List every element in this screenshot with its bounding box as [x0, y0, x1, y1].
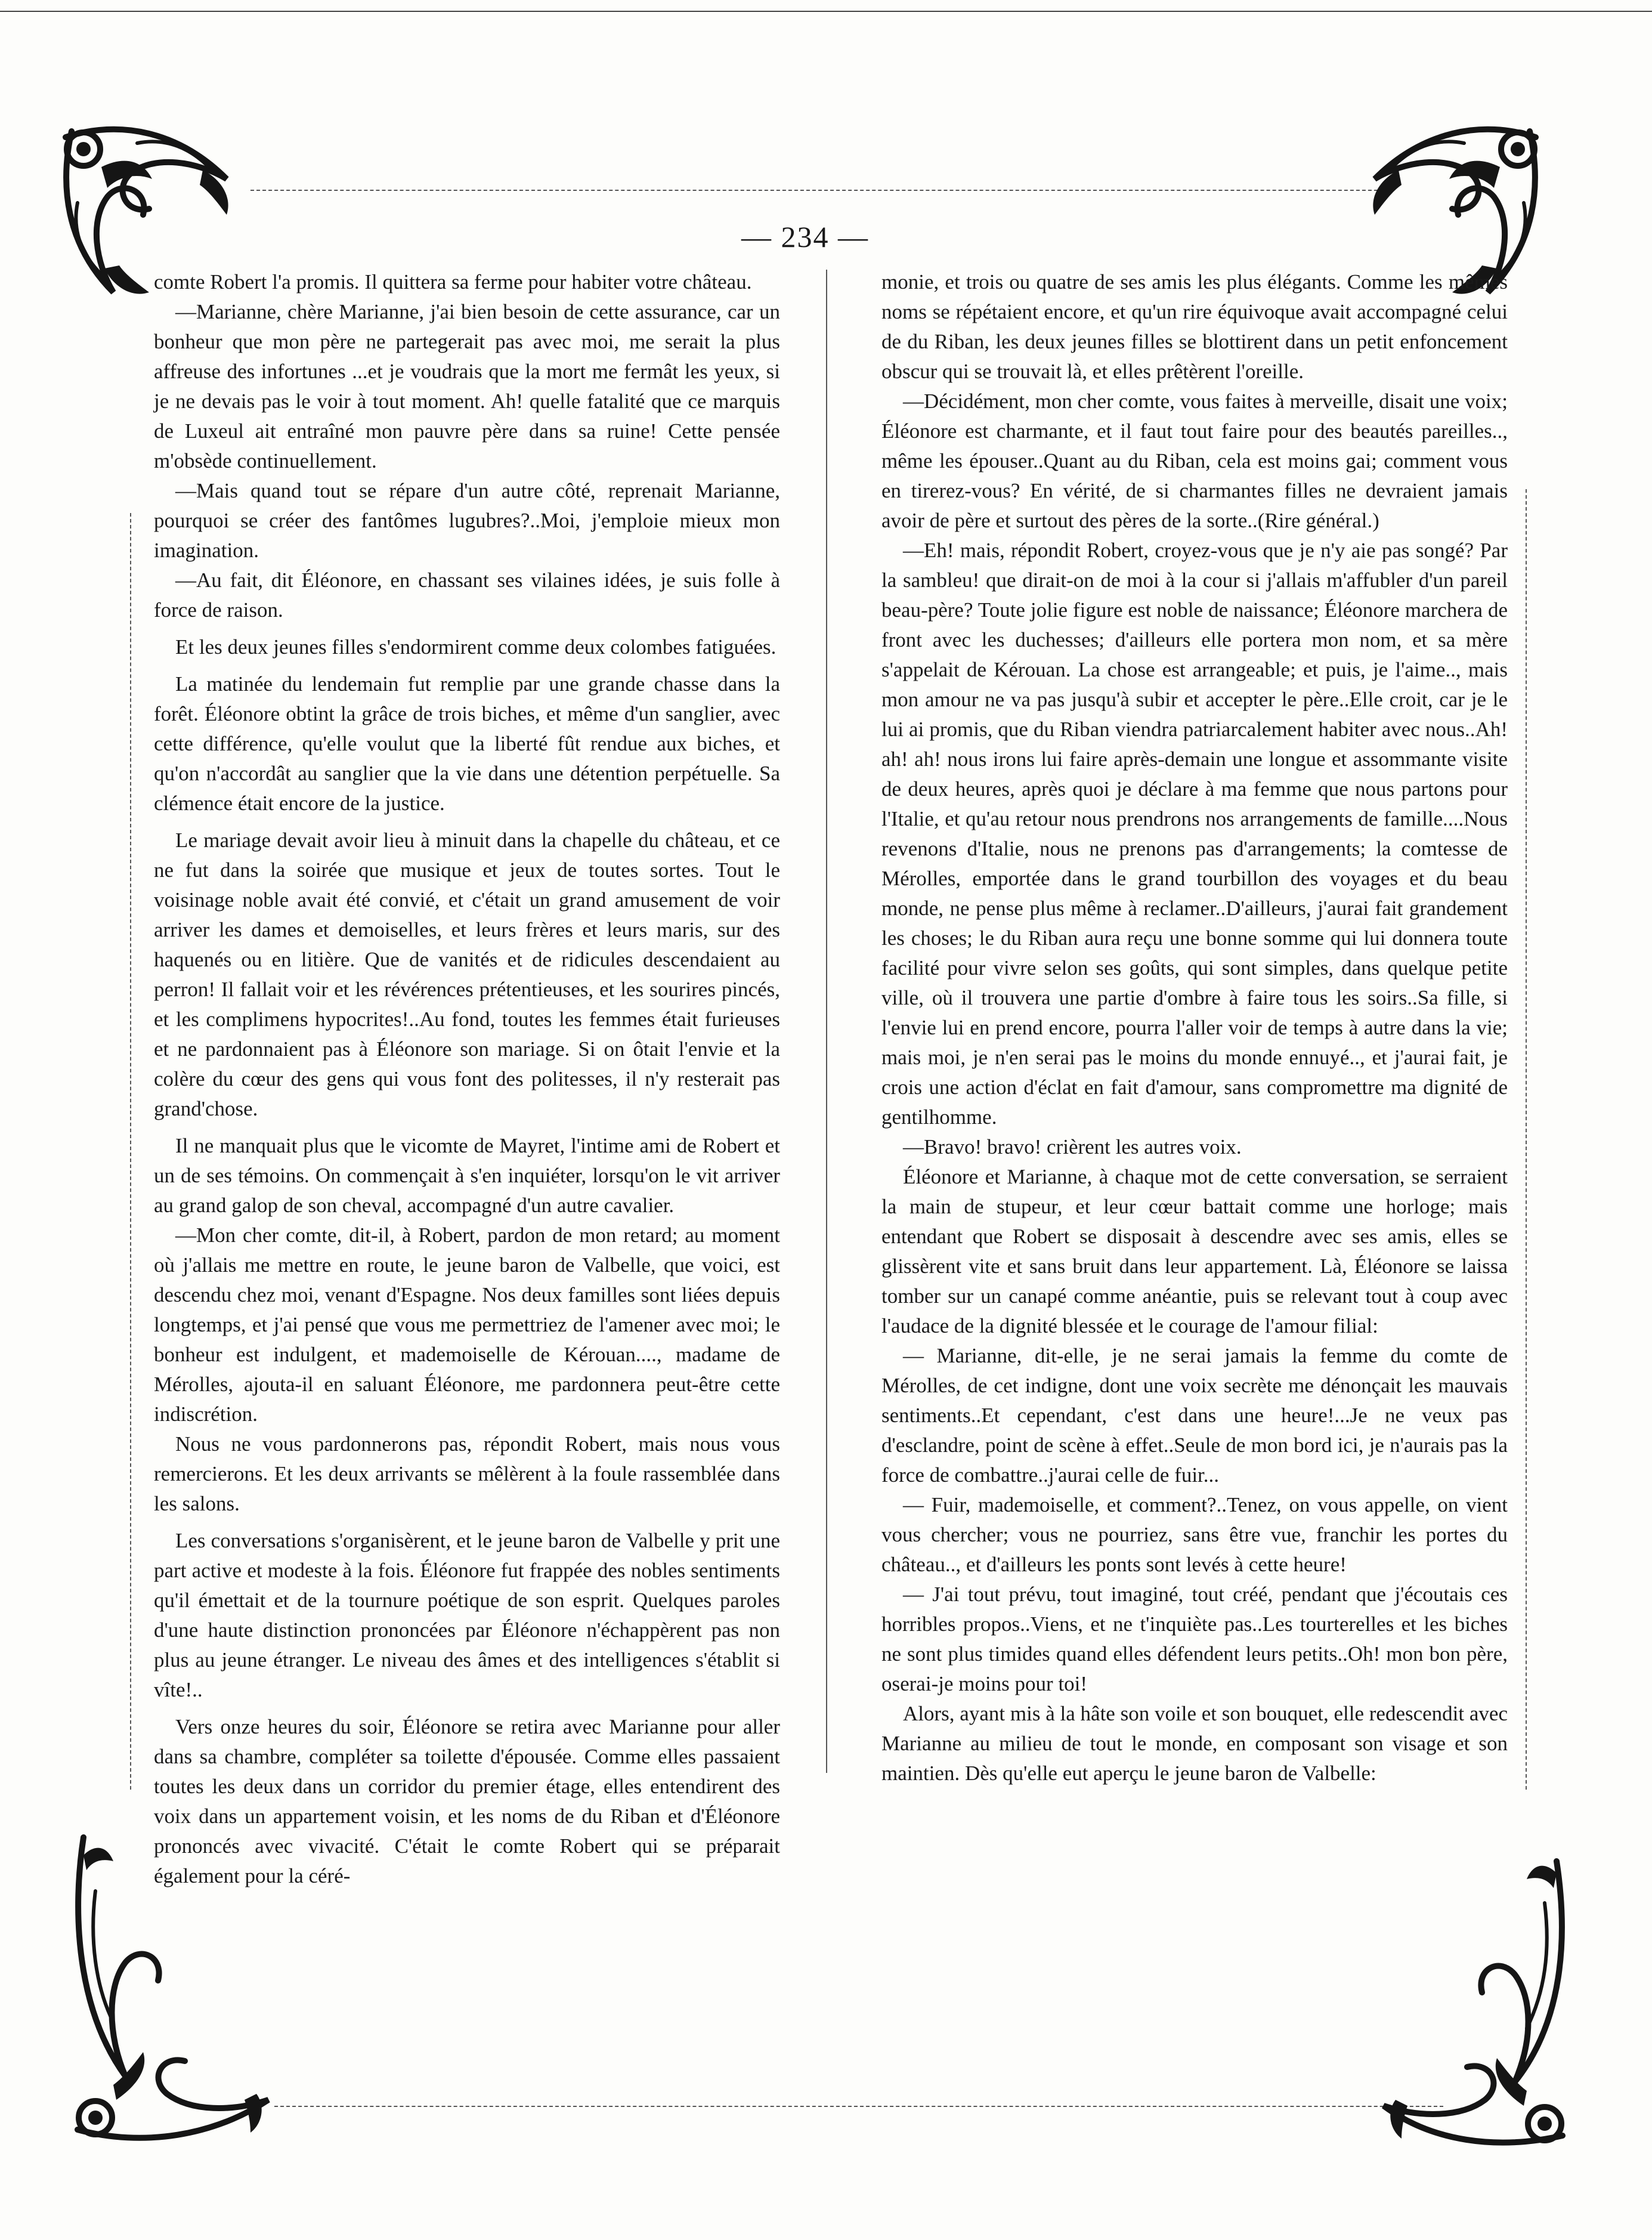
- ornament-bottom-right: [1366, 1843, 1580, 2154]
- paragraph: Et les deux jeunes filles s'endormirent comme deux colombes fatiguées.: [175, 635, 776, 659]
- frame-top-dashed-line: [250, 190, 1384, 191]
- paragraph: Les conversations s'organisèrent, et le jeune baron de Valbelle y prit une part active et modeste à la fois. Éléonore fut frappée des nobles sentiments qu'il émettait et de la tournure poétique de son esprit. Quelques paroles d'une haute distinction prononcées par Éléonore n'échappèrent pas non plus au jeune étranger. Le niveau des âmes et des intelligences s'établit si vîte!..: [154, 1529, 780, 1701]
- paragraph: Éléonore et Marianne, à chaque mot de cette conversation, se serraient la main de stupeur, et leur cœur battait comme une horloge; mais entendant que Robert se disposait à descendre avec ses amis, elles se glissèrent vite et sans bruit dans leur appartement. Là, Éléonore se laissa tomber sur un canapé comme anéantie, puis se relevant tout à coup avec l'audace de la dignité blessée et le courage de l'amour filial:: [881, 1165, 1508, 1337]
- paragraph: —Au fait, dit Éléonore, en chassant ses vilaines idées, je suis folle à force de raison.: [154, 569, 780, 622]
- paragraph: —Eh! mais, répondit Robert, croyez-vous que je n'y aie pas songé? Par la sambleu! que dirait-on de moi à la cour si j'allais m'affubler d'un pareil beau-père? Toute jolie figure est noble de naissance; Éléonore marchera de front avec les duchesses; d'ailleurs elle portera mon nom, et sa mère s'appelait de Kérouan. La chose est arrangeable; et puis, je l'aime.., mais mon amour ne va pas jusqu'à subir et accepter le père..Elle croit, car je le lui ai promis, que du Riban viendra patriarcalement habiter avec nous..Ah! ah! ah! nous irons lui faire après-demain une longue et assommante visite de deux heures, après quoi je déclare à ma femme que nous partons pour l'Italie, et qu'au retour nous prendrons nos arrangements de famille....Nous revenons d'Italie, nous ne prenons pas d'arrangements; la comtesse de Mérolles, emportée dans le grand tourbillon des voyages et du beau monde, ne pense plus même à reclamer..D'ailleurs, j'aurai fait grandement les choses; le du Riban aura reçu une bonne somme qui lui donnera toute facilité pour vivre selon ses goûts, qui sont simples, dans quelque petite ville, où il trouvera une partie d'ombre à faire tous les soirs..Sa fille, si l'envie lui en prend encore, pourra l'aller voir de temps à autre dans la vie; mais moi, je n'en serai pas le moins du monde ennuyé.., et j'aurai fait, je crois une action d'éclat en fait d'amour, sans compromettre ma dignité de gentilhomme.: [881, 539, 1508, 1129]
- paragraph: Vers onze heures du soir, Éléonore se retira avec Marianne pour aller dans sa chambre, compléter sa toilette d'épousée. Comme elles passaient toutes les deux dans un corridor du premier étage, elles entendirent des voix dans un appartement voisin, et les noms de du Riban et d'Éléonore prononcés avec vivacité. C'était le comte Robert qui se préparait également pour la céré-: [154, 1715, 780, 1887]
- paragraph: Le mariage devait avoir lieu à minuit dans la chapelle du château, et ce ne fut dans la soirée que musique et jeux de toutes sortes. Tout le voisinage noble avait été convié, et c'était un grand amusement de voir arriver les dames et demoiselles, et leurs frères et leurs maris, sur des haquenés ou en litière. Que de vanités et de ridicules descendaient au perron! Il fallait voir et les révérences prétentieuses, et les sourires pincés, et les complimens hypocrites!..Au fond, toutes les femmes était furieuses et ne pardonnaient pas à Éléonore son mariage. Si on ôtait l'envie et la colère du cœur des gens qui vous font des politesses, il n'y resterait pas grand'chose.: [154, 829, 780, 1120]
- paragraph: Il ne manquait plus que le vicomte de Mayret, l'intime ami de Robert et un de ses témoins. On commençait à s'en inquiéter, lorsqu'on le vit arriver au grand galop de son cheval, accompagné d'un autre cavalier.: [154, 1134, 780, 1217]
- paragraph: —Mais quand tout se répare d'un autre côté, reprenait Marianne, pourquoi se créer des fantômes lugubres?..Moi, j'emploie mieux mon imagination.: [154, 479, 780, 562]
- top-border-rule: [0, 5, 1652, 12]
- paragraph: Nous ne vous pardonnerons pas, répondit Robert, mais nous vous remercierons. Et les deux arrivants se mêlèrent à la foule rassemblée dans les salons.: [154, 1432, 780, 1515]
- page-number: — 234 —: [741, 220, 869, 254]
- frame-bottom-dashed-line: [274, 2106, 1443, 2107]
- paragraph: monie, et trois ou quatre de ses amis les plus élégants. Comme les mêmes noms se répétaient encore, et qu'un rire équivoque avait accompagné celui de du Riban, les deux jeunes filles se blottirent dans un petit enfoncement obscur qui se trouvait là, et elles prêtèrent l'oreille.: [881, 270, 1508, 383]
- text-column-left: [154, 267, 780, 1891]
- paragraph: comte Robert l'a promis. Il quittera sa ferme pour habiter votre château.: [154, 270, 752, 293]
- paragraph: — Fuir, mademoiselle, et comment?..Tenez, on vous appelle, on vient vous chercher; vous ne pourriez, sans être vue, franchir les portes du château.., et d'ailleurs les ponts sont levés à cette heure!: [881, 1493, 1508, 1576]
- paragraph: —Décidément, mon cher comte, vous faites à merveille, disait une voix; Éléonore est charmante, et il faut tout faire pour des beautés pareilles.., même les épouser..Quant au du Riban, cela est moins gai; comment vous en tirerez-vous? En vérité, de si charmantes filles ne devraient jamais avoir de père et surtout des pères de la sorte..(Rire général.): [881, 390, 1508, 532]
- frame-right-dashed-line: [1526, 489, 1527, 1790]
- paragraph: — J'ai tout prévu, tout imaginé, tout créé, pendant que j'écoutais ces horribles propos..Viens, et ne t'inquiète pas..Les tourterelles et les biches ne sont plus timides quand elles défendent leurs petits..Oh! mon bon père, oserai-je moins pour toi!: [881, 1583, 1508, 1695]
- text-column-right: [881, 267, 1508, 1788]
- paragraph: La matinée du lendemain fut remplie par une grande chasse dans la forêt. Éléonore obtint la grâce de trois biches, et même d'un sanglier, avec cette différence, qu'elle voulut que la liberté fût rendue aux biches, et qu'on n'accordât au sanglier que la vie dans une détention perpétuelle. Sa clémence était encore de la justice.: [154, 672, 780, 815]
- paragraph: —Mon cher comte, dit-il, à Robert, pardon de mon retard; au moment où j'allais me mettre en route, le jeune baron de Valbelle, que voici, est descendu chez moi, venant d'Espagne. Nos deux familles sont liées depuis longtemps, et j'ai pensé que vous me permettriez de l'amener avec moi; le bonheur est indulgent, et mademoiselle de Kérouan...., madame de Mérolles, ajouta-il en saluant Éléonore, me pardonnera peut-être cette indiscrétion.: [154, 1223, 780, 1426]
- paragraph: —Bravo! bravo! crièrent les autres voix.: [903, 1135, 1242, 1158]
- paragraph: —Marianne, chère Marianne, j'ai bien besoin de cette assurance, car un bonheur que mon père ne partegerait pas avec moi, me serait la plus affreuse des infortunes ...et je voudrais que la mort me fermât les yeux, si je ne devais pas le voir à tout moment. Ah! quelle fatalité que ce marquis de Luxeul ait entraîné mon pauvre père dans sa ruine! Cette pensée m'obsède continuellement.: [154, 300, 780, 472]
- paragraph: Alors, ayant mis à la hâte son voile et son bouquet, elle redescendit avec Marianne au milieu de tout le monde, en composant son visage et son maintien. Dès qu'elle eut aperçu le jeune baron de Valbelle:: [881, 1702, 1508, 1785]
- paragraph: — Marianne, dit-elle, je ne serai jamais la femme du comte de Mérolles, de cet indigne, dont une voix secrète me dénonçait les mauvais sentiments..Et cependant, c'est dans une heure!...Je ne veux pas d'esclandre, point de scène à effet..Seule de mon bord ici, je n'aurais pas la force de combattre..j'aurai celle de fuir...: [881, 1344, 1508, 1487]
- frame-left-dashed-line: [130, 513, 131, 1790]
- column-divider: [826, 270, 827, 1773]
